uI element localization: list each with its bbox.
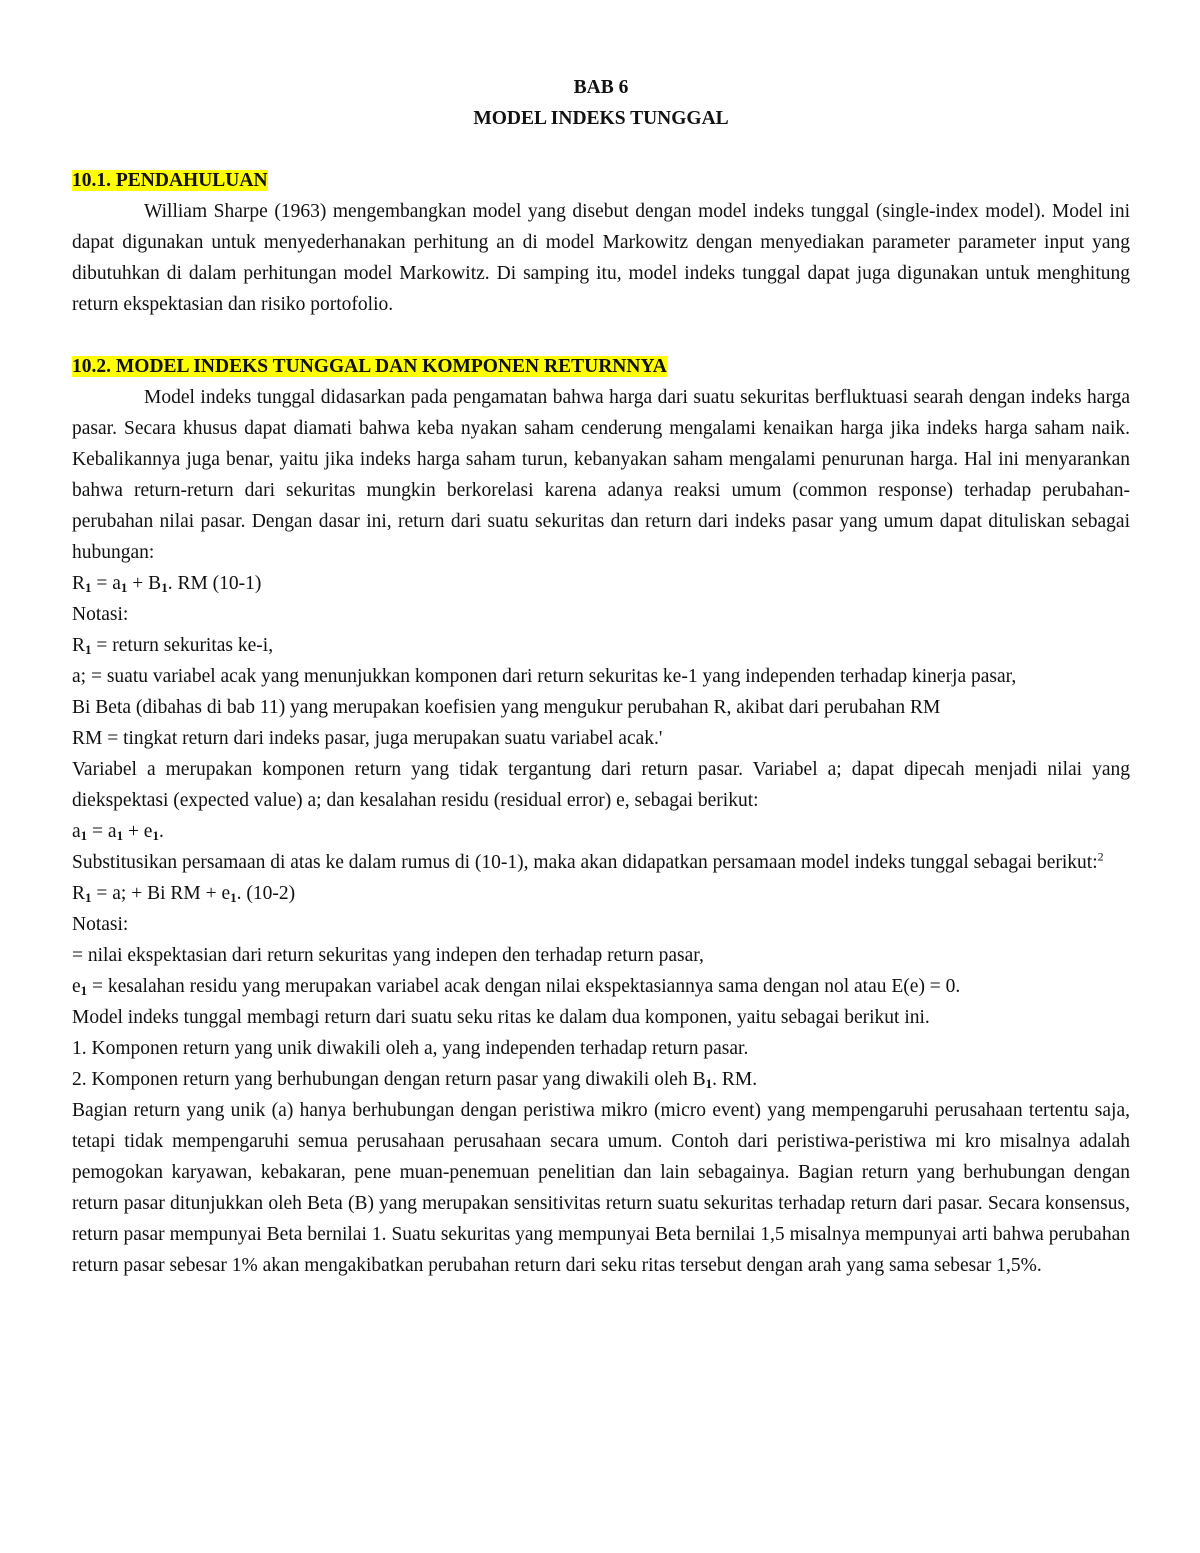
definition-expected-value: = nilai ekspektasian dari return sekuritas yang indepen den terhadap return pasar, <box>72 945 704 966</box>
notation-label-1: Notasi: <box>72 604 129 625</box>
variabel-paragraph: Variabel a merupakan komponen return yang tidak tergantung dari return pasar. Variabel a; dapat dipecah menjadi nilai yang diekspektasi (expected value) a; dan kesalahan residu (residual error) e, sebagai berikut: <box>72 759 1130 811</box>
final-paragraph: Bagian return yang unik (a) hanya berhubungan dengan peristiwa mikro (micro event) yang mempengaruhi perusahaan tertentu saja, tetapi tidak mempengaruhi semua perusahaan perusahaan secara umum. Contoh dari peristiwa-peristiwa mi kro misalnya adalah pemogokan karyawan, kebakaran, pene muan-penemuan penelitian dan lain sebagainya. Bagian return yang berhubungan dengan return pasar ditunjukkan oleh Beta (B) yang merupakan sensitivitas return suatu sekuritas terhadap return dari pasar. Secara konsensus, return pasar mempunyai Beta bernilai 1. Suatu sekuritas yang mempunyai Beta bernilai 1,5 misalnya mempunyai arti bahwa perubahan return pasar sebesar 1% akan mengakibatkan perubahan return dari seku ritas tersebut dengan arah yang sama sebesar 1,5%. <box>72 1100 1130 1276</box>
notation-label-2: Notasi: <box>72 914 129 935</box>
list-item-2: 2. Komponen return yang berhubungan dengan return pasar yang diwakili oleh $B_1$. RM. <box>72 1069 758 1091</box>
formula-10-1: $R_1 = a_1 + B_1$. RM (10-1) <box>72 573 262 595</box>
definition-beta: Bi Beta (dibahas di bab 11) yang merupakan koefisien yang mengukur perubahan R, akibat dari perubahan RM <box>72 697 941 718</box>
membagi-sentence: Model indeks tunggal membagi return dari suatu seku ritas ke dalam dua komponen, yaitu sebagai berikut ini. <box>72 1007 930 1028</box>
chapter-subtitle: MODEL INDEKS TUNGGAL <box>473 108 729 129</box>
section-paragraph-1: William Sharpe (1963) mengembangkan model yang disebut dengan model indeks tunggal (single-index model). Model ini dapat digunakan untuk menyederhanakan perhitung an di model Markowitz dengan menyediakan parameter parameter input yang dibutuhkan di dalam perhitungan model Markowitz. Di samping itu, model indeks tunggal dapat juga digunakan untuk menghitung return ekspektasian dan risiko portofolio. <box>72 201 1130 315</box>
section-heading-1: 10.1. PENDAHULUAN <box>72 170 268 191</box>
chapter-title: BAB 6 <box>573 77 629 98</box>
formula-a: $a_1 = a_1 + e_1$. <box>72 821 164 843</box>
definition-r: $R_1$ = return sekuritas ke-i, <box>72 635 274 657</box>
substitusi-paragraph: Substitusikan persamaan di atas ke dalam rumus di (10-1), maka akan didapatkan persamaan model indeks tunggal sebagai berikut:$^2$ <box>72 849 1104 873</box>
formula-10-2: $R_1 = a$; + Bi RM + $e_1$. (10-2) <box>72 883 296 905</box>
section-paragraph-2: Model indeks tunggal didasarkan pada pengamatan bahwa harga dari suatu sekuritas berfluktuasi searah dengan indeks harga pasar. Secara khusus dapat diamati bahwa keba nyakan saham cenderung mengalami kenaikan harga jika indeks harga saham naik. Kebalikannya juga benar, yaitu jika indeks harga saham turun, kebanyakan saham mengalami penurunan harga. Hal ini menyarankan bahwa return-return dari sekuritas mungkin berkorelasi karena adanya reaksi umum (common response) terhadap perubahan-perubahan nilai pasar. Dengan dasar ini, return dari suatu sekuritas dan return dari indeks pasar yang umum dapat dituliskan sebagai hubungan: <box>72 387 1130 563</box>
definition-e: $e_1$ = kesalahan residu yang merupakan variabel acak dengan nilai ekspektasiannya sama dengan nol atau E(e) = 0. <box>72 976 961 998</box>
spacer <box>72 320 1130 351</box>
definition-rm: RM = tingkat return dari indeks pasar, juga merupakan suatu variabel acak.' <box>72 728 663 749</box>
section-heading-2: 10.2. MODEL INDEKS TUNGGAL DAN KOMPONEN RETURNNYA <box>72 356 667 377</box>
definition-a: a; = suatu variabel acak yang menunjukkan komponen dari return sekuritas ke-1 yang independen terhadap kinerja pasar, <box>72 666 1017 687</box>
list-item-1: 1. Komponen return yang unik diwakili oleh a, yang independen terhadap return pasar. <box>72 1038 749 1059</box>
footnote-mark: 2 <box>1097 849 1104 864</box>
